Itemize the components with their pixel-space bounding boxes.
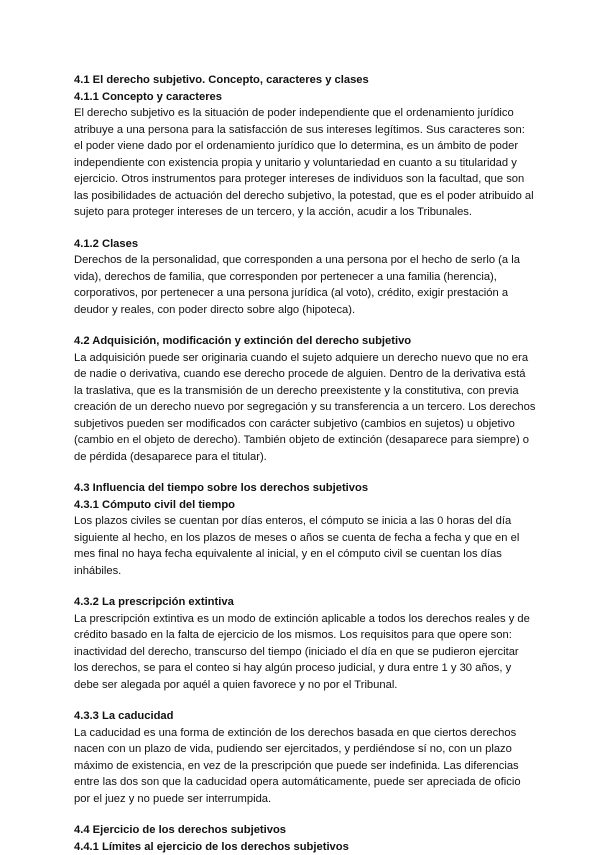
paragraph: El derecho subjetivo es la situación de poder independiente que el ordenamiento jurídico atribuye a una persona para la satisfacción de sus intereses legítimos. Sus caracteres son: el poder viene dado por el ordenamiento jurídico que lo determina, es un ámbito de poder independiente con existencia propia y unitario y voluntariedad en cuanto a su titularidad y ejercicio. Otros instrumentos para proteger intereses de individuos son la facultad, que son las posibilidades de actuación del derecho subjetivo, la potestad, que es el poder atribuido al sujeto para proteger intereses de un tercero, y la acción, acudir a los Tribunales. <box>74 105 536 221</box>
subsection-heading: 4.1.2 Clases <box>74 236 536 253</box>
section-4-4 <box>74 822 536 855</box>
section-heading: 4.2 Adquisición, modificación y extinción del derecho subjetivo <box>74 333 536 350</box>
spacer <box>74 465 536 480</box>
section-4-2 <box>74 333 536 465</box>
subsection-heading: 4.3.3 La caducidad <box>74 708 536 725</box>
section-4-1 <box>74 72 536 221</box>
paragraph: La caducidad es una forma de extinción de los derechos basada en que ciertos derechos nacen con un plazo de vida, pudiendo ser ejercitados, y perdiéndose sí no, con un plazo máximo de existencia, en vez de la prescripción que puede ser indefinida. Las diferencias entre las dos son que la caducidad opera automáticamente, puede ser apreciada de oficio por el juez y no puede ser interrumpida. <box>74 725 536 808</box>
spacer <box>74 318 536 333</box>
section-4-3-3 <box>74 708 536 807</box>
subsection-heading: 4.4.1 Límites al ejercicio de los derechos subjetivos <box>74 839 536 855</box>
section-4-3-2 <box>74 594 536 693</box>
paragraph: La prescripción extintiva es un modo de extinción aplicable a todos los derechos reales y de crédito basado en la falta de ejercicio de los mismos. Los requisitos para que opere son: inactividad del derecho, transcurso del tiempo (iniciado el día en que se pudieron ejercitar los derechos, se para el conteo si hay algún proceso judicial, y dura entre 1 y 30 años, y debe ser alegada por aquél a quien favorece y no por el Tribunal. <box>74 611 536 694</box>
paragraph: Los plazos civiles se cuentan por días enteros, el cómputo se inicia a las 0 horas del día siguiente al hecho, en los plazos de meses o años se cuenta de fecha a fecha y que en el mes final no haya fecha equivalente al inicial, y en el cómputo civil se cuentan los días inhábiles. <box>74 513 536 579</box>
paragraph: Derechos de la personalidad, que corresponden a una persona por el hecho de serlo (a la vida), derechos de familia, que corresponden por pertenecer a una familia (herencia), corporativos, por pertenecer a una persona jurídica (al voto), crédito, exigir prestación a deudor y reales, con poder directo sobre algo (hipoteca). <box>74 252 536 318</box>
spacer <box>74 221 536 236</box>
subsection-heading: 4.3.2 La prescripción extintiva <box>74 594 536 611</box>
section-heading: 4.4 Ejercicio de los derechos subjetivos <box>74 822 536 839</box>
subsection-heading: 4.1.1 Concepto y caracteres <box>74 89 536 106</box>
document-page <box>74 72 536 855</box>
section-4-3 <box>74 480 536 579</box>
paragraph: La adquisición puede ser originaria cuando el sujeto adquiere un derecho nuevo que no era de nadie o derivativa, cuando ese derecho procede de alguien. Dentro de la derivativa está la traslativa, que es la transmisión de un derecho preexistente y la constitutiva, con previa creación de un derecho nuevo por segregación y su transferencia a un tercero. Los derechos subjetivos pueden ser modificados con carácter subjetivo (cambios en sujetos) u objetivo (cambio en el objeto de derecho). También objeto de extinción (desaparece para siempre) o de pérdida (desaparece para el titular). <box>74 350 536 466</box>
subsection-heading: 4.3.1 Cómputo civil del tiempo <box>74 497 536 514</box>
spacer <box>74 579 536 594</box>
spacer <box>74 693 536 708</box>
section-4-1-2 <box>74 236 536 319</box>
section-heading: 4.3 Influencia del tiempo sobre los derechos subjetivos <box>74 480 536 497</box>
section-heading: 4.1 El derecho subjetivo. Concepto, caracteres y clases <box>74 72 536 89</box>
spacer <box>74 807 536 822</box>
